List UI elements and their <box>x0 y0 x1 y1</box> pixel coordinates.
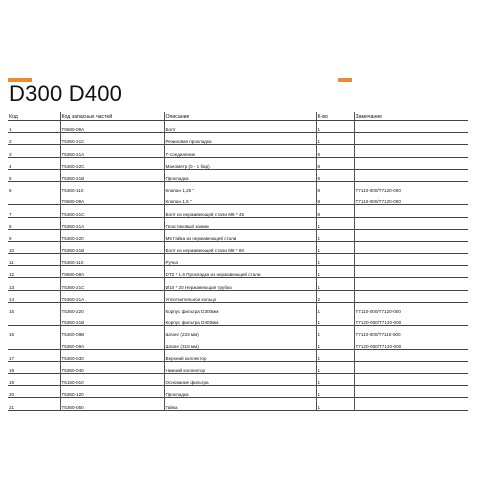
cell-quantity: 1 <box>316 121 354 133</box>
cell-quantity: 1 <box>316 278 354 290</box>
cell-part-code: T9680-08A <box>60 193 164 205</box>
cell-description: Шланг (233 мм) <box>164 326 316 338</box>
cell-quantity: 1 <box>316 349 354 361</box>
cell-remark <box>354 241 468 253</box>
table-row <box>8 290 468 302</box>
cell-description: Клапан 1,5 " <box>164 193 316 205</box>
cell-description: Клапан 1,25 " <box>164 181 316 193</box>
cell-part-code: T5360-21A <box>60 145 164 157</box>
cell-remark <box>354 278 468 290</box>
accent-bar-right <box>338 78 352 82</box>
cell-remark: T7110-000/T7120-000 <box>354 181 468 193</box>
cell-code: 19 <box>8 373 60 385</box>
cell-quantity: 1 <box>316 254 354 266</box>
cell-code: 3 <box>8 145 60 157</box>
table-row <box>8 314 468 326</box>
cell-quantity: 2 <box>316 290 354 302</box>
table-row <box>8 133 468 145</box>
cell-quantity: 8 <box>316 169 354 181</box>
cell-description: Корпус фильтра D400мм <box>164 314 316 326</box>
cell-quantity: 1 <box>316 266 354 278</box>
cell-part-code: T5360-21B <box>60 169 164 181</box>
cell-code: 5 <box>8 169 60 181</box>
cell-description: Т-соединение <box>164 145 316 157</box>
cell-remark <box>354 290 468 302</box>
cell-part-code: T5360-21B <box>60 314 164 326</box>
cell-part-code: T5360-040 <box>60 361 164 373</box>
cell-remark <box>354 361 468 373</box>
table-row <box>8 337 468 349</box>
cell-quantity: 8 <box>316 157 354 169</box>
cell-quantity: 1 <box>316 337 354 349</box>
table-row <box>8 193 468 205</box>
cell-description: Резиновая прокладка <box>164 133 316 145</box>
cell-remark <box>354 205 468 217</box>
cell-code: 15 <box>8 302 60 314</box>
table-row <box>8 157 468 169</box>
cell-code: 16 <box>8 326 60 338</box>
table-row <box>8 302 468 314</box>
cell-remark <box>354 386 468 398</box>
cell-quantity: 1 <box>316 229 354 241</box>
cell-quantity: 1 <box>316 386 354 398</box>
table-row <box>8 121 468 133</box>
cell-code: 7 <box>8 205 60 217</box>
table-row <box>8 254 468 266</box>
cell-code: 4 <box>8 157 60 169</box>
cell-quantity: 1 <box>316 241 354 253</box>
cell-description: Болт из нержавеющей стали M6 * 80 <box>164 241 316 253</box>
cell-part-code: T5360-09B <box>60 326 164 338</box>
cell-part-code: T5360-22C <box>60 157 164 169</box>
cell-code: 12 <box>8 266 60 278</box>
table-row <box>8 217 468 229</box>
cell-description: DТ2 * 1.6 Прокладка из нержавеющей стали <box>164 266 316 278</box>
cell-description: Пластиковый зажим <box>164 217 316 229</box>
table-row <box>8 326 468 338</box>
cell-code: 20 <box>8 386 60 398</box>
cell-code: 17 <box>8 349 60 361</box>
header-description: Описание <box>164 112 316 121</box>
cell-quantity: 1 <box>316 361 354 373</box>
cell-remark: T7120-000/T7120-000 <box>354 314 468 326</box>
table-row <box>8 386 468 398</box>
cell-part-code: T5360-220 <box>60 229 164 241</box>
cell-code: 10 <box>8 241 60 253</box>
cell-quantity: 1 <box>316 398 354 410</box>
cell-code: 14 <box>8 290 60 302</box>
cell-part-code: T5360-21C <box>60 278 164 290</box>
cell-part-code: T5360-030 <box>60 349 164 361</box>
cell-part-code: T5360-120 <box>60 386 164 398</box>
cell-remark <box>354 254 468 266</box>
cell-remark <box>354 121 468 133</box>
cell-remark <box>354 133 468 145</box>
header-remark: Замечание <box>354 112 468 121</box>
cell-quantity: 1 <box>316 217 354 229</box>
table-row <box>8 361 468 373</box>
cell-remark: T7110-000/T7110-000 <box>354 326 468 338</box>
cell-quantity: 1 <box>316 133 354 145</box>
cell-part-code: T9680-08A <box>60 121 164 133</box>
cell-code: 2 <box>8 133 60 145</box>
cell-remark <box>354 229 468 241</box>
cell-code: 1 <box>8 121 60 133</box>
table-row <box>8 205 468 217</box>
cell-remark: T7120-000/T7120-000 <box>354 337 468 349</box>
cell-remark: T7110-000/T7120-000 <box>354 193 468 205</box>
table-row <box>8 169 468 181</box>
cell-remark <box>354 266 468 278</box>
cell-code: 21 <box>8 398 60 410</box>
cell-remark <box>354 169 468 181</box>
cell-code: 8 <box>8 217 60 229</box>
header-quantity: К-во <box>316 112 354 121</box>
cell-remark <box>354 145 468 157</box>
cell-description: Уплотнительное кольцо <box>164 290 316 302</box>
cell-part-code: T5360-21C <box>60 205 164 217</box>
table-row <box>8 278 468 290</box>
cell-code: 18 <box>8 361 60 373</box>
cell-description: Ø10 * 20 Нержавеющая трубка <box>164 278 316 290</box>
cell-part-code: T5360-21A <box>60 290 164 302</box>
cell-quantity: 1 <box>316 373 354 385</box>
cell-remark <box>354 398 468 410</box>
cell-part-code: T5360-050 <box>60 398 164 410</box>
cell-remark <box>354 157 468 169</box>
table-row <box>8 373 468 385</box>
table-row <box>8 266 468 278</box>
cell-description: Нижний коллектор <box>164 361 316 373</box>
cell-quantity: 8 <box>316 193 354 205</box>
cell-quantity: 1 <box>316 326 354 338</box>
cell-description: Болт <box>164 121 316 133</box>
cell-part-code: T5360-220 <box>60 302 164 314</box>
cell-description: Гайка <box>164 398 316 410</box>
cell-description: M6 Гайка из нержавеющей стали <box>164 229 316 241</box>
cell-description: Прокладка <box>164 169 316 181</box>
cell-code <box>8 337 60 349</box>
cell-code: 9 <box>8 229 60 241</box>
page-title: D300 D400 <box>9 81 123 106</box>
cell-remark: T7110-000/T7120-000 <box>354 302 468 314</box>
cell-quantity: 8 <box>316 205 354 217</box>
table-row <box>8 229 468 241</box>
cell-code: 11 <box>8 254 60 266</box>
cell-quantity: 8 <box>316 145 354 157</box>
cell-part-code: T9680-08A <box>60 266 164 278</box>
cell-description: Основание фильтра <box>164 373 316 385</box>
cell-description: Верхний коллектор <box>164 349 316 361</box>
cell-remark <box>354 217 468 229</box>
cell-code: 6 <box>8 181 60 193</box>
cell-remark <box>354 349 468 361</box>
header-part-code: Код запасных частей <box>60 112 164 121</box>
header-code: Код <box>8 112 60 121</box>
cell-description: Ручка <box>164 254 316 266</box>
cell-part-code: T5360-21C <box>60 133 164 145</box>
cell-description: Шланг (318 мм) <box>164 337 316 349</box>
cell-description: Корпус фильтра D300мм <box>164 302 316 314</box>
table-header <box>8 112 468 121</box>
table-row <box>8 241 468 253</box>
cell-quantity: 8 <box>316 181 354 193</box>
table-row <box>8 349 468 361</box>
cell-part-code: T6150-010 <box>60 373 164 385</box>
table-row <box>8 181 468 193</box>
cell-code: 13 <box>8 278 60 290</box>
cell-quantity: 1 <box>316 302 354 314</box>
cell-remark <box>354 373 468 385</box>
cell-part-code: T5360-09A <box>60 337 164 349</box>
table-row <box>8 398 468 410</box>
table-row <box>8 145 468 157</box>
cell-description: Болт из нержавеющей стали M6 * 45 <box>164 205 316 217</box>
cell-part-code: T5360-21B <box>60 241 164 253</box>
cell-description: Прокладка <box>164 386 316 398</box>
cell-code <box>8 193 60 205</box>
cell-quantity: 1 <box>316 314 354 326</box>
parts-table <box>8 112 468 411</box>
cell-part-code: T5360-110 <box>60 181 164 193</box>
cell-part-code: T5360-21A <box>60 217 164 229</box>
cell-code <box>8 314 60 326</box>
cell-description: Манометр (0 - 1 бар) <box>164 157 316 169</box>
cell-part-code: T5360-110 <box>60 254 164 266</box>
